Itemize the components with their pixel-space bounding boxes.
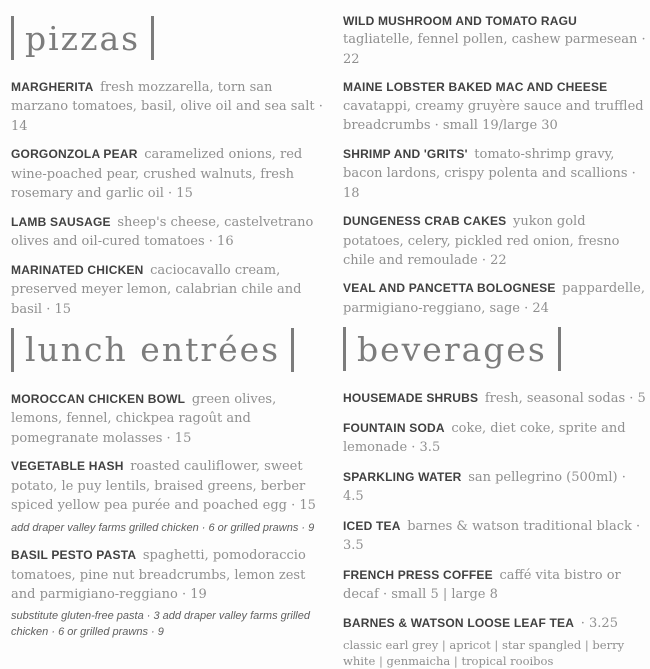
item-description: tomato-shrimp gravy, bacon lardons, crispy polenta and scallions · 18 <box>343 146 636 201</box>
header-left-bar <box>11 328 14 372</box>
header-left-bar <box>343 327 346 371</box>
item-description: green olives, lemons, fennel, chickpea ragoût and pomegranate molasses · 15 <box>11 391 277 446</box>
menu-item <box>11 78 328 136</box>
item-name: GORGONZOLA PEAR <box>11 147 138 162</box>
section-title: beverages <box>357 329 547 369</box>
item-name: MARGHERITA <box>11 80 94 94</box>
item-name: ICED TEA <box>343 518 401 533</box>
header-right-bar <box>151 16 154 60</box>
menu-item <box>343 517 648 556</box>
section-header-pizzas <box>11 16 328 60</box>
menu-item <box>343 78 648 135</box>
item-description: sheep's cheese, castelvetrano olives and oil-cured tomatoes · 16 <box>11 214 314 250</box>
item-description: san pellegrino (500ml) · 4.5 <box>343 469 626 505</box>
item-name: SHRIMP AND 'GRITS' <box>343 146 468 161</box>
item-name: DUNGENESS CRAB CAKES <box>343 214 507 229</box>
menu-item <box>343 279 648 318</box>
menu-item <box>11 213 328 252</box>
item-name: WILD MUSHROOM AND TOMATO RAGU <box>343 14 578 28</box>
item-name: VEGETABLE HASH <box>11 459 124 474</box>
menu-item <box>343 212 648 270</box>
item-name: SPARKLING WATER <box>343 469 462 484</box>
item-name: BARNES & WATSON LOOSE LEAF TEA <box>343 616 575 631</box>
item-name: LAMB SAUSAGE <box>11 214 111 229</box>
menu-item <box>11 457 328 515</box>
section-title: pizzas <box>25 18 141 58</box>
item-name: HOUSEMADE SHRUBS <box>343 391 479 406</box>
menu-item <box>11 145 328 203</box>
menu-item <box>343 12 648 69</box>
section-header-lunch-entrees <box>11 328 328 372</box>
item-name: BASIL PESTO PASTA <box>11 548 137 563</box>
menu-item <box>343 145 648 203</box>
beverages-list <box>343 389 648 669</box>
section-header-beverages <box>343 327 648 371</box>
menu-item <box>343 389 648 408</box>
menu-item <box>343 468 648 507</box>
header-right-bar <box>291 328 294 372</box>
menu-item <box>343 419 648 458</box>
item-name: MOROCCAN CHICKEN BOWL <box>11 391 186 406</box>
menu-column-right <box>332 0 650 669</box>
item-name: FRENCH PRESS COFFEE <box>343 567 493 582</box>
tea-flavors-list: classic earl grey | apricot | star spangled | berry white | genmaicha | tropical rooibos <box>343 637 625 668</box>
menu-item <box>11 546 328 604</box>
item-description: caramelized onions, red wine-poached pear, crushed walnuts, fresh rosemary and garlic oil · 15 <box>11 147 303 202</box>
item-description: tagliatelle, fennel pollen, cashew parmesean · 22 <box>343 32 646 67</box>
menu-item <box>343 566 648 605</box>
menu-item <box>343 614 648 633</box>
item-description: caciocavallo cream, preserved meyer lemon, calabrian chile and basil · 15 <box>11 262 302 317</box>
item-name: MAINE LOBSTER BAKED MAC AND CHEESE <box>343 80 608 95</box>
item-description: barnes & watson traditional black · 3.5 <box>343 518 641 554</box>
item-description: roasted cauliflower, sweet potato, le puy lentils, braised greens, berber spiced yellow pea purée and poached egg · 15 <box>11 459 316 514</box>
menu-item <box>11 390 328 448</box>
item-addon-note: substitute gluten-free pasta · 3 add draper valley farms grilled chicken · 6 or grilled prawns · 9 <box>11 610 310 638</box>
item-description: caffé vita bistro or decaf · small 5 | large 8 <box>343 567 621 602</box>
menu-item <box>11 261 328 319</box>
header-right-bar <box>558 327 561 371</box>
item-addon-note: add draper valley farms grilled chicken · 6 or grilled prawns · 9 <box>11 521 315 534</box>
item-description: fresh mozzarella, torn san marzano tomatoes, basil, olive oil and sea salt · 14 <box>11 80 323 134</box>
section-title: lunch entrées <box>25 330 281 370</box>
item-name: VEAL AND PANCETTA BOLOGNESE <box>343 281 556 296</box>
item-description: pappardelle, parmigiano-reggiano, sage · 24 <box>343 281 645 316</box>
item-name: FOUNTAIN SODA <box>343 420 445 435</box>
item-description: coke, diet coke, sprite and lemonade · 3.5 <box>343 420 626 456</box>
header-left-bar <box>11 16 14 60</box>
item-description: · 3.25 <box>580 616 618 632</box>
item-description: spaghetti, pomodoraccio tomatoes, pine nut breadcrumbs, lemon zest and parmigiano-reggiano · 19 <box>11 548 306 602</box>
item-description: fresh, seasonal sodas · 5 <box>484 391 646 407</box>
item-description: yukon gold potatoes, celery, pickled red onion, fresno chile and remoulade · 22 <box>343 214 620 268</box>
item-name: MARINATED CHICKEN <box>11 262 144 277</box>
item-description: cavatappi, creamy gruyère sauce and truffled breadcrumbs · small 19/large 30 <box>343 98 644 134</box>
